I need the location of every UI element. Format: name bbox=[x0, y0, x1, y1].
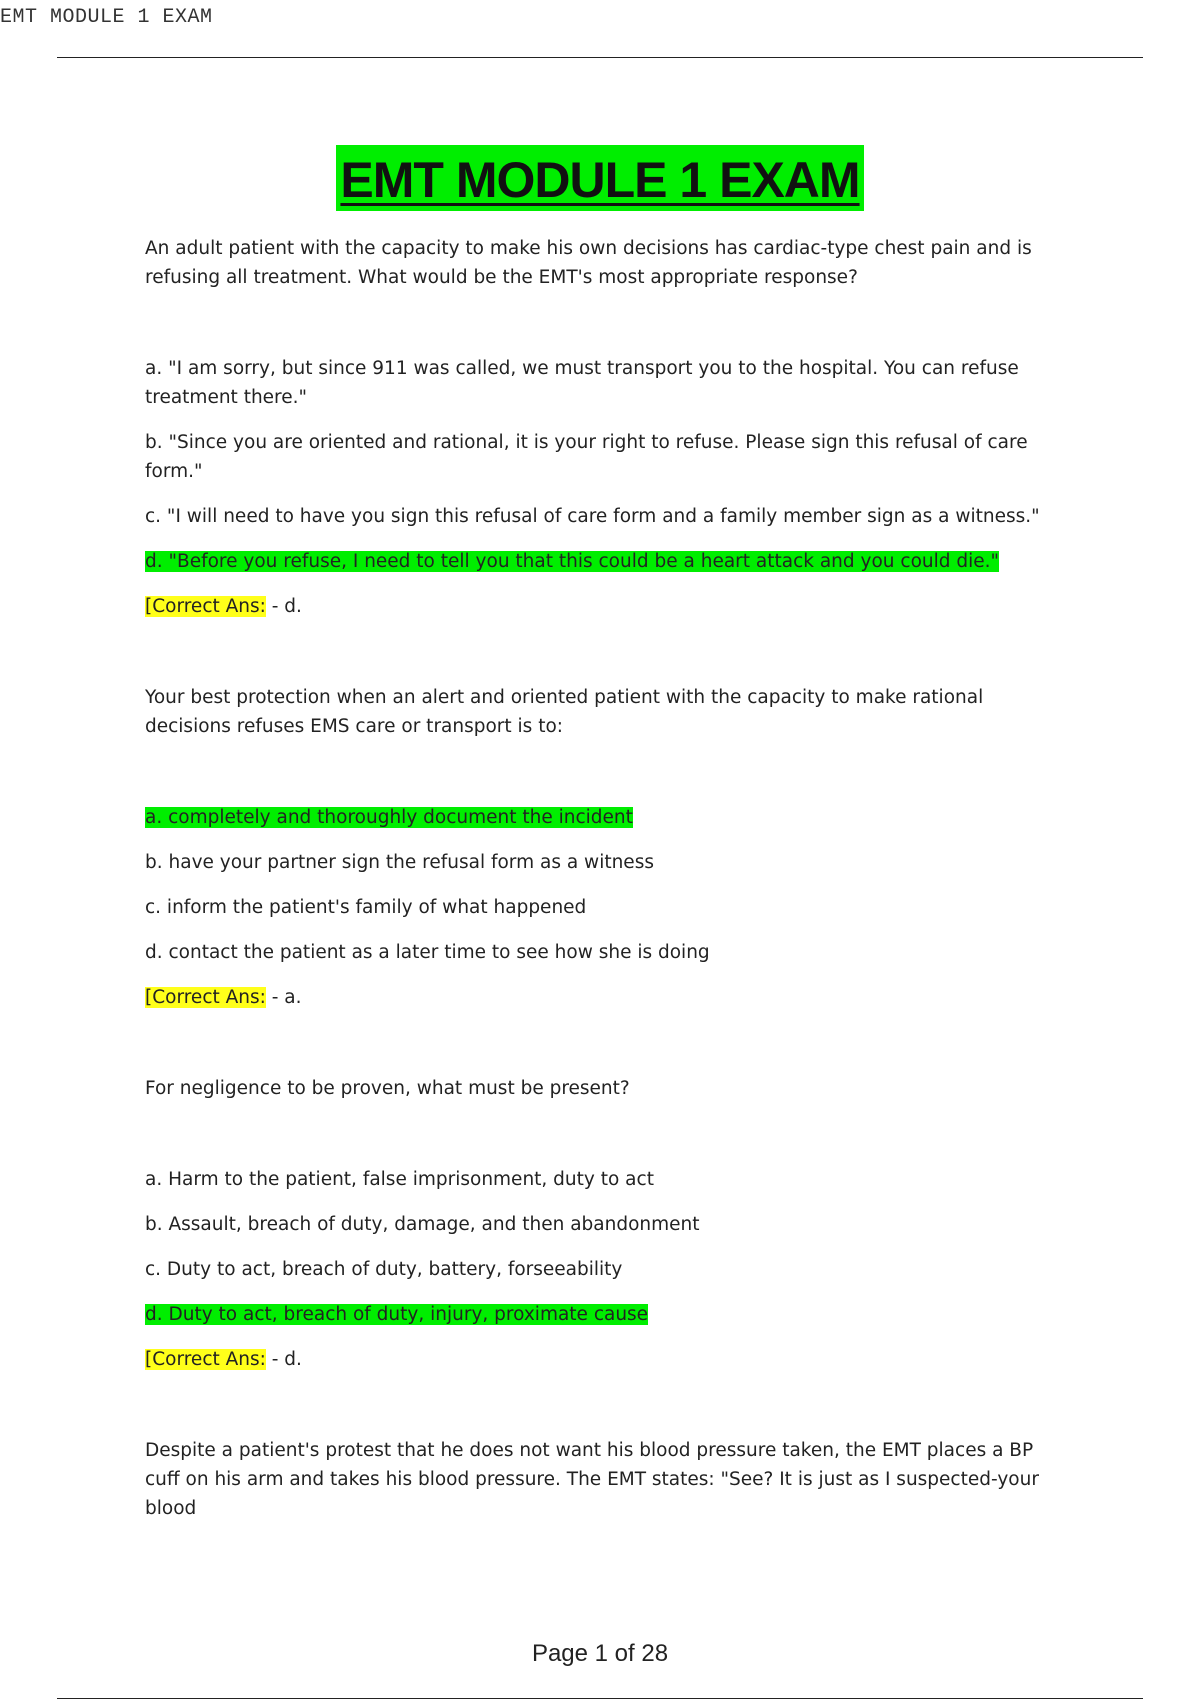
option-a-correct bbox=[145, 803, 1070, 832]
option-c: c. Duty to act, breach of duty, battery, forseeability bbox=[145, 1259, 623, 1280]
answer-label: [Correct Ans: bbox=[145, 596, 266, 617]
answer-value: - d. bbox=[265, 596, 302, 617]
option-c: c. "I will need to have you sign this refusal of care form and a family member sign as a witness." bbox=[145, 506, 1040, 527]
correct-answer bbox=[145, 1345, 1070, 1374]
question-1 bbox=[145, 234, 1070, 621]
question-4 bbox=[145, 1436, 1070, 1523]
document-title: EMT MODULE 1 EXAM bbox=[336, 145, 863, 211]
page-number: Page 1 of 28 bbox=[531, 1640, 669, 1667]
question-stem: Your best protection when an alert and oriented patient with the capacity to make rational decisions refuses EMS care or transport is to: bbox=[145, 687, 984, 737]
answer-value: - d. bbox=[265, 1349, 302, 1370]
correct-option-highlight: d. "Before you refuse, I need to tell you that this could be a heart attack and you could die." bbox=[145, 551, 1000, 572]
answer-label: [Correct Ans: bbox=[145, 1349, 266, 1370]
option-b: b. Assault, breach of duty, damage, and then abandonment bbox=[145, 1214, 700, 1235]
answer-value: - a. bbox=[265, 987, 302, 1008]
option-b: b. "Since you are oriented and rational, it is your right to refuse. Please sign this refusal of care form." bbox=[145, 432, 1028, 482]
correct-option-highlight: d. Duty to act, breach of duty, injury, proximate cause bbox=[145, 1304, 649, 1325]
option-c: c. inform the patient's family of what happened bbox=[145, 897, 587, 918]
option-d-correct bbox=[145, 547, 1070, 576]
question-stem: An adult patient with the capacity to make his own decisions has cardiac-type chest pain and is refusing all treatment. What would be the EMT's most appropriate response? bbox=[145, 238, 1032, 288]
question-stem: Despite a patient's protest that he does not want his blood pressure taken, the EMT places a BP cuff on his arm and takes his blood pressure. The EMT states: "See? It is just as I suspected-your blood bbox=[145, 1440, 1039, 1519]
exam-content bbox=[145, 234, 1070, 1523]
correct-option-highlight: a. completely and thoroughly document the incident bbox=[145, 807, 633, 828]
question-3 bbox=[145, 1074, 1070, 1374]
question-2 bbox=[145, 683, 1070, 1012]
running-header: EMT MODULE 1 EXAM bbox=[0, 6, 213, 29]
question-stem: For negligence to be proven, what must be present? bbox=[145, 1078, 630, 1099]
footer-divider bbox=[57, 1698, 1143, 1699]
correct-answer bbox=[145, 592, 1070, 621]
option-a: a. Harm to the patient, false imprisonment, duty to act bbox=[145, 1169, 654, 1190]
option-d-correct bbox=[145, 1300, 1070, 1329]
option-a: a. "I am sorry, but since 911 was called, we must transport you to the hospital. You can refuse treatment there." bbox=[145, 358, 1019, 408]
header-divider bbox=[57, 57, 1143, 58]
correct-answer bbox=[145, 983, 1070, 1012]
answer-label: [Correct Ans: bbox=[145, 987, 266, 1008]
option-d: d. contact the patient as a later time to see how she is doing bbox=[145, 942, 710, 963]
title-container bbox=[0, 145, 1200, 211]
option-b: b. have your partner sign the refusal form as a witness bbox=[145, 852, 654, 873]
